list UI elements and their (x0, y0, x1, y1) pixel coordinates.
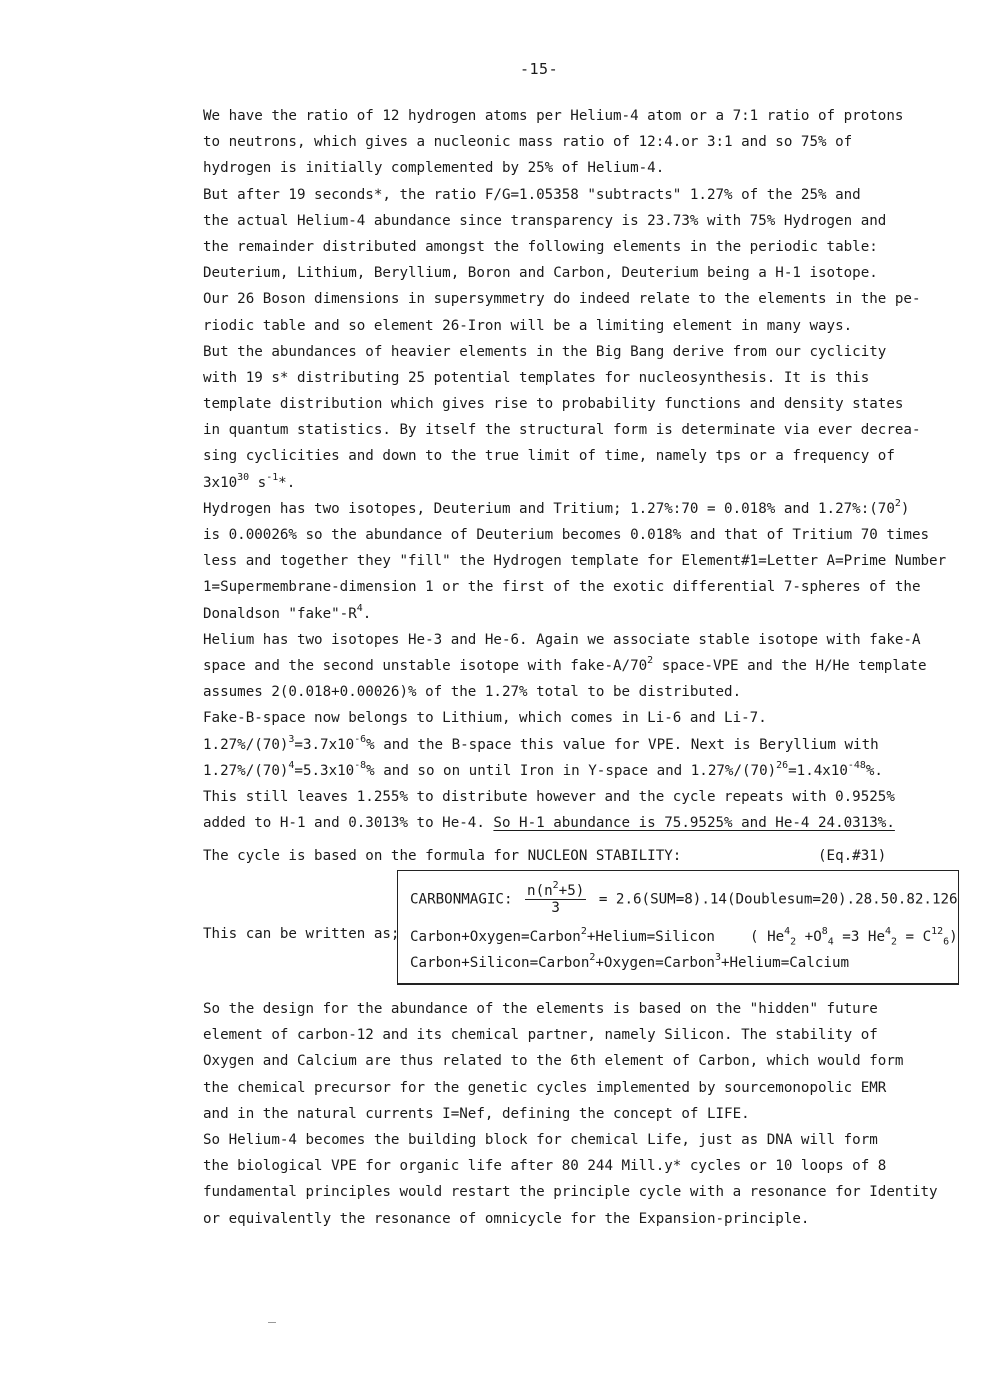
equation-intro: This can be written as; (203, 926, 400, 942)
text-line: But the abundances of heavier elements in the Big Bang derive from our cyclicity (203, 343, 887, 360)
text-line: to neutrons, which gives a nucleonic mass ratio of 12:4.or 3:1 and so 75% of (203, 134, 853, 151)
text-line: riodic table and so element 26-Iron will be a limiting element in many ways. (203, 317, 853, 334)
lithium-line-1: Fake-B-space now belongs to Lithium, which comes in Li-6 and Li-7. (203, 710, 767, 727)
hydrogen-line-5: Donaldson "$fake"-R^4$. (203, 602, 372, 622)
text-line: Deuterium, Lithium, Beryllium, Boron and Carbon, Deuterium being a H-1 isotope. (203, 265, 878, 282)
lithium-line-2: $1.27\%/(70)^3=3.7x10^{-6}\%$ and the B-space this value for VPE. Next is Beryllium with (203, 733, 879, 753)
text-line: Oxygen and Calcium are thus related to the 6th element of Carbon, which would form (203, 1053, 904, 1070)
text-line: with 19 s* distributing 25 potential templates for nucleosynthesis. It is this (203, 369, 870, 386)
text-line: But after 19 seconds*, the ratio F/G=1.05358 "subtracts" 1.27% of the 25% and (203, 186, 861, 203)
text-line: So Helium-4 becomes the building block for chemical Life, just as DNA will form (203, 1131, 878, 1148)
lithium-line-3: $1.27\%/(70)^4=5.3x10^{-8}\%$ and so on until Iron in Y-space and $1.27\%/(70)^{26}=1.4x10^{-48}\%$. (203, 759, 883, 779)
magic-sequence: = 2.6(SUM=8).14(Doublesum=20).28.50.82.126 (598, 891, 958, 908)
scan-mark (268, 1322, 276, 1323)
hydrogen-line-2: is 0.00026% so the abundance of Deuterium becomes 0.018% and that of Tritium 70 times (203, 527, 930, 543)
fraction (525, 880, 586, 916)
helium-line-2: space and the second unstable isotope with fake-$A/70^2$ space-VPE and the H/He template (203, 654, 927, 674)
reaction-row-2: Carbon+Silicon=Carbon$^2$+Oxygen=Carbon$^3$+Helium=Calcium (410, 952, 850, 971)
text-line: the remainder distributed amongst the following elements in the periodic table: (203, 238, 878, 255)
text-line: the chemical precursor for the genetic cycles implemented by sourcemonopolic EMR (203, 1079, 887, 1096)
paragraph-abundance (203, 103, 947, 836)
page-number: -15- (520, 60, 559, 78)
fraction-denominator: 3 (551, 900, 560, 916)
hydrogen-line-3: less and together they "fill" the Hydrogen template for Element#1=Letter A=Prime Number (203, 553, 947, 570)
text-line: sing cyclicities and down to the true limit of time, namely tps or a frequency of (203, 448, 895, 465)
equation-number: (Eq.#31) (818, 848, 887, 864)
text-line: in quantum statistics. By itself the structural form is determinate via ever decrea- (203, 422, 921, 439)
carbonmagic-label: CARBONMAGIC: (410, 891, 513, 908)
fraction-numerator: $n(n^2+5)$ (527, 880, 585, 899)
text-line: or equivalently the resonance of omnicycle for the Expansion-principle. (203, 1210, 810, 1227)
carbonmagic-row (410, 880, 958, 916)
lithium-line-4: This still leaves 1.255% to distribute however and the cycle repeats with 0.9525% (203, 788, 895, 805)
hydrogen-line-1: Hydrogen has two isotopes, Deuterium and Tritium; 1.27%:70 = 0.018% and $1.27\%:(70^2)$ (203, 497, 910, 517)
isotope-equation: ( $He^4_2 +O^8_4 =3$ $He^4_2 = C^{12}_6$) (750, 926, 958, 948)
text-line: template distribution which gives rise to probability functions and density states (203, 396, 904, 413)
text-line: and in the natural currents I=Nef, defining the concept of LIFE. (203, 1105, 750, 1122)
text-line: fundamental principles would restart the principle cycle with a resonance for Identity (203, 1184, 938, 1201)
lithium-line-5: added to H-1 and 0.3013% to He-4. So H-1 abundance is 75.9525% and He-4 24.0313%. (203, 815, 895, 832)
hydrogen-line-4: 1=Supermembrane-dimension 1 or the first of the exotic differential 7-spheres of the (203, 579, 921, 596)
helium-line-3: assumes 2(0.018+0.00026)% of the 1.27% total to be distributed. (203, 684, 742, 701)
reaction-row-1: Carbon+Oxygen=Carbon$^2$+Helium=Silicon (410, 926, 715, 945)
paragraph-design (203, 996, 938, 1232)
underlined-result: So H-1 abundance is 75.9525% and He-4 24.0313%. (493, 815, 895, 832)
text-line: Our 26 Boson dimensions in supersymmetry do indeed relate to the elements in the pe- (203, 291, 921, 308)
text-line: We have the ratio of 12 hydrogen atoms per Helium-4 atom or a 7:1 ratio of protons (203, 108, 904, 124)
equation-box (397, 870, 959, 985)
text-line: element of carbon-12 and its chemical partner, namely Silicon. The stability of (203, 1027, 878, 1044)
frequency-line: $3x10^{30}$ $s^{-1}*$. (203, 471, 296, 491)
text-line: hydrogen is initially complemented by 25% of Helium-4. (203, 160, 665, 177)
text-line: the biological VPE for organic life after 80 244 Mill.y* cycles or 10 loops of 8 (203, 1158, 887, 1175)
equation-lead: The cycle is based on the formula for NUCLEON STABILITY: (203, 848, 682, 864)
text-line: the actual Helium-4 abundance since transparency is 23.73% with 75% Hydrogen and (203, 212, 887, 229)
text-line: So the design for the abundance of the elements is based on the "hidden" future (203, 1001, 878, 1017)
helium-line-1: Helium has two isotopes He-3 and He-6. Again we associate stable isotope with fake-A (203, 631, 921, 648)
equation-lead-row (203, 848, 923, 864)
